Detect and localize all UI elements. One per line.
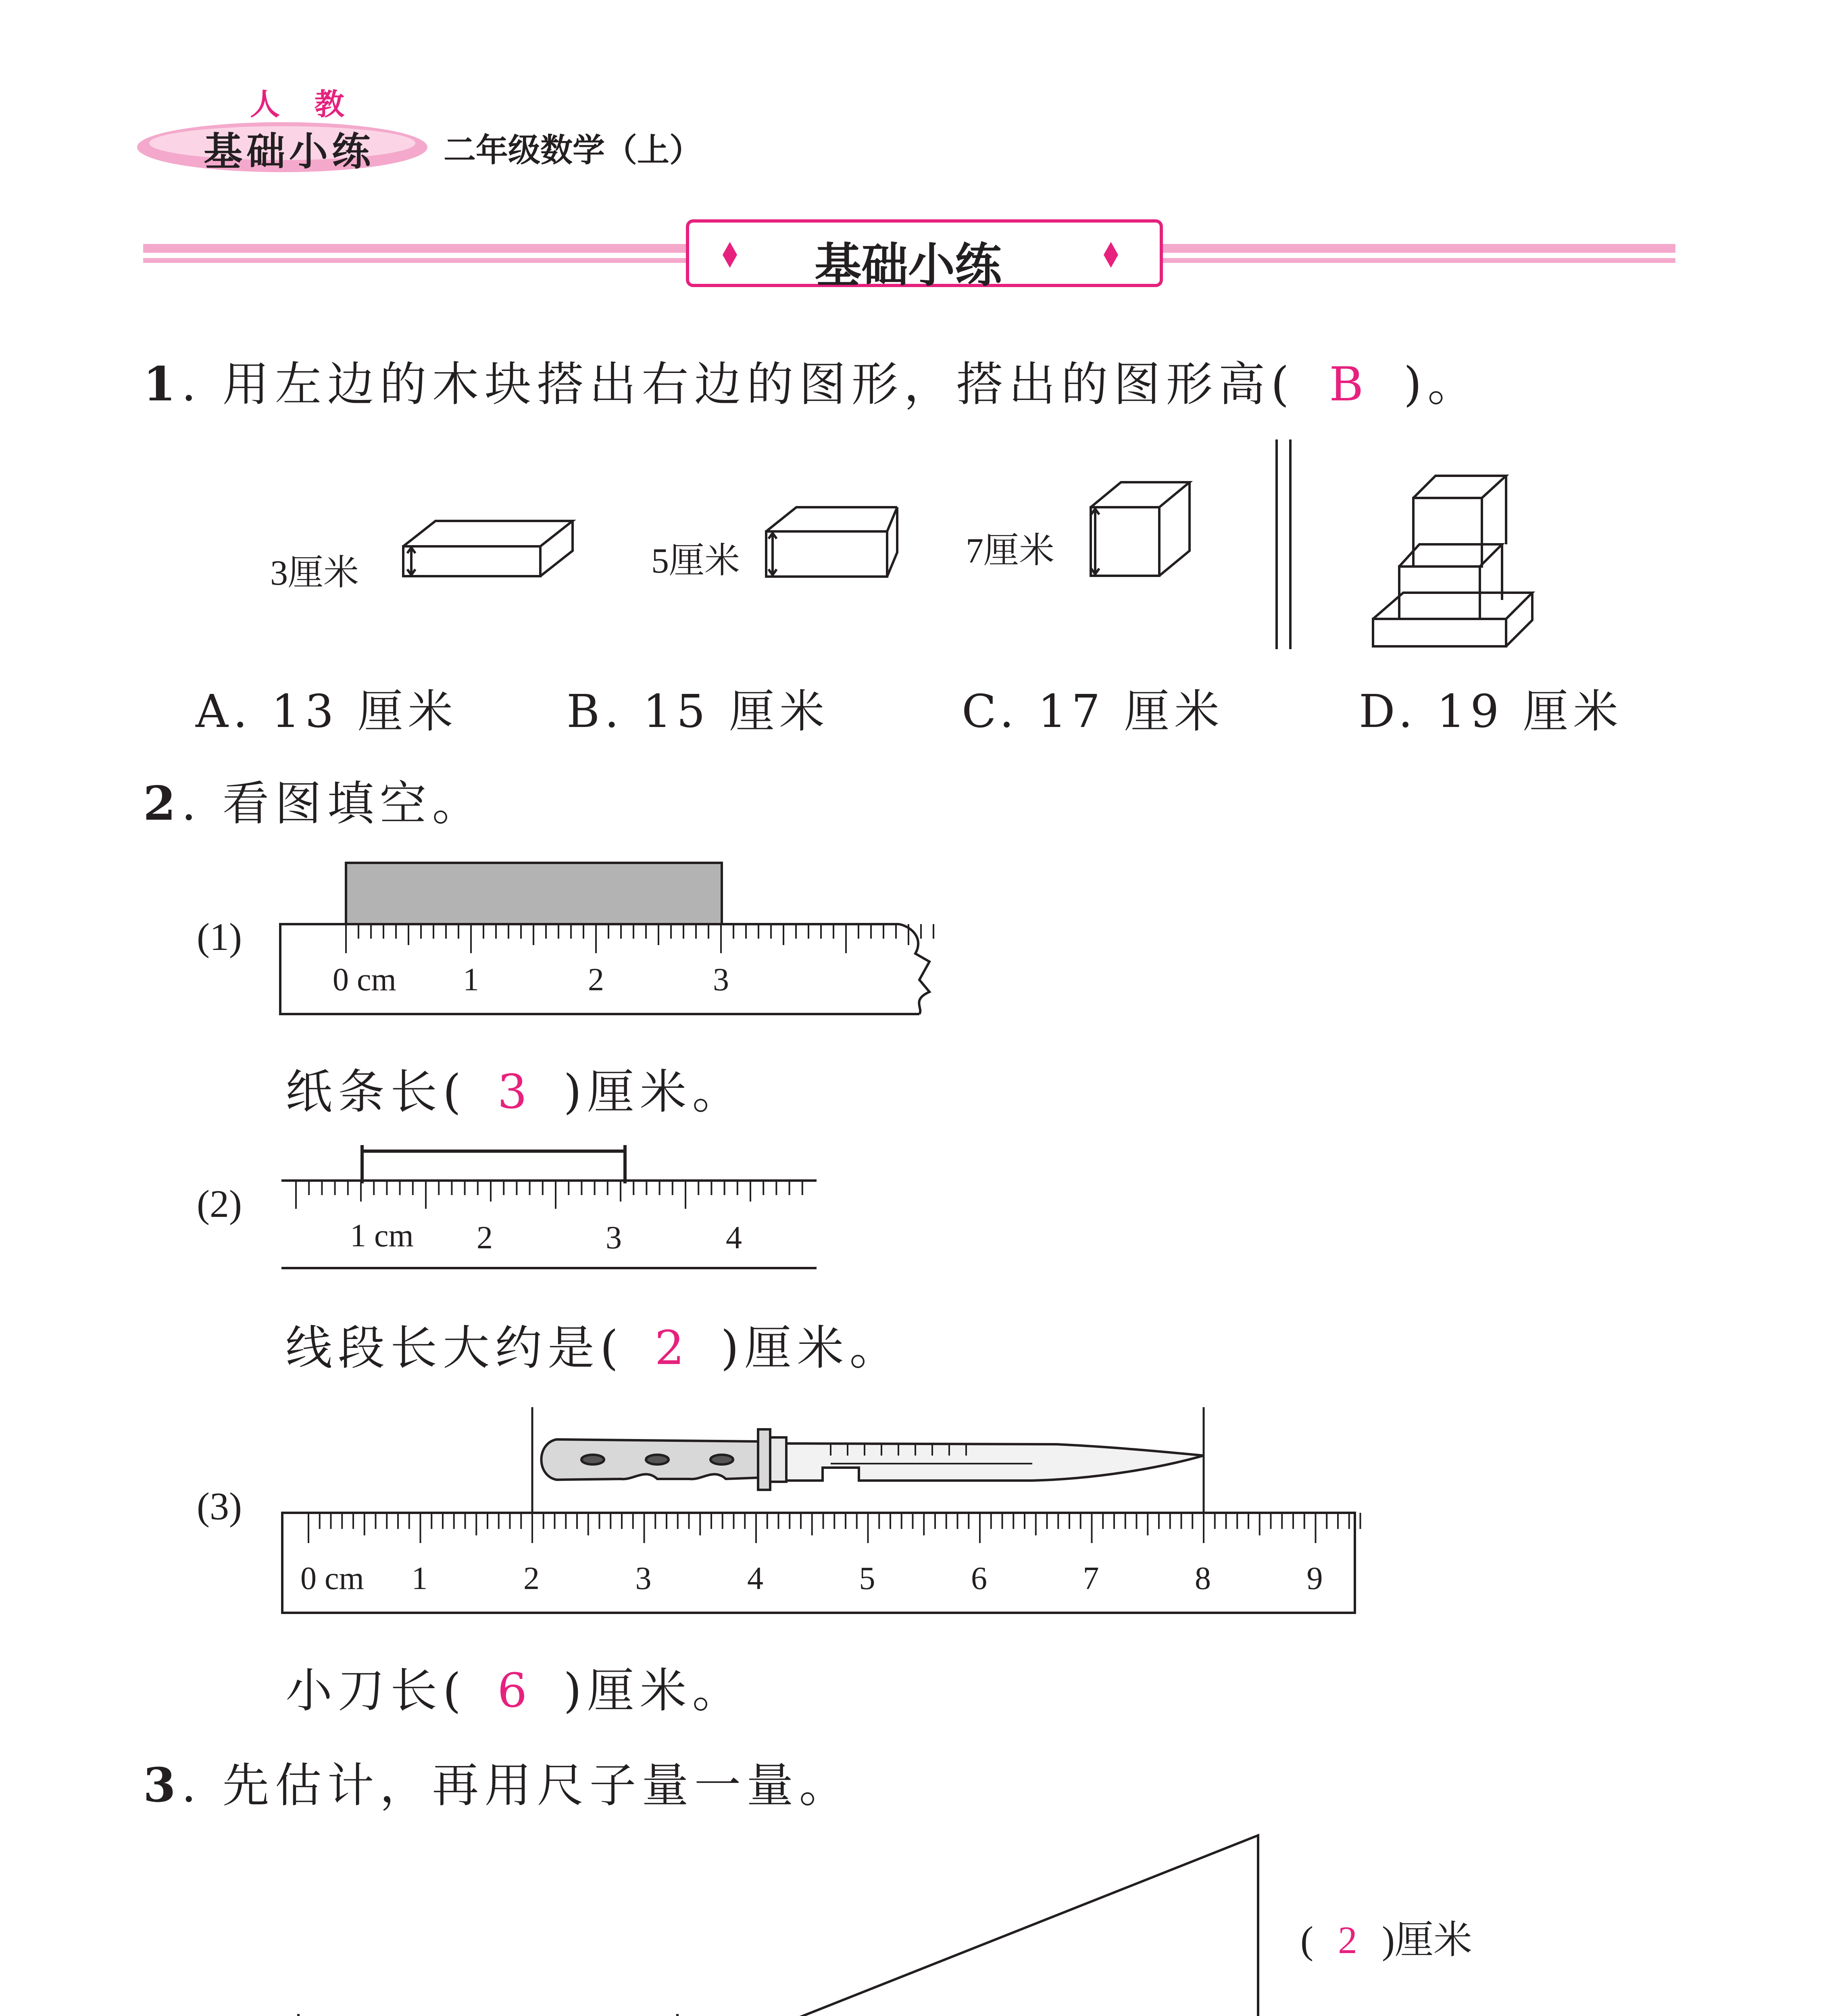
block-7cm-label: 7厘米 bbox=[966, 531, 1055, 571]
q1-number: 1 bbox=[143, 357, 181, 412]
q3-number: 3 bbox=[143, 1758, 181, 1813]
q3-prompt: . 先估计，再用尺子量一量。 bbox=[181, 1758, 852, 1813]
ruler1-label-0: 0 cm bbox=[333, 962, 396, 998]
q1-prompt-end: )。 bbox=[1403, 357, 1480, 412]
ruler1-label-2: 2 bbox=[588, 962, 604, 998]
ruler3-label: 1 bbox=[411, 1561, 428, 1596]
ruler3-label: 6 bbox=[971, 1561, 987, 1596]
ruler3-label: 3 bbox=[635, 1561, 652, 1596]
q1-option-b: B. 15 厘米 bbox=[567, 685, 829, 738]
q2-part2-after: )厘米。 bbox=[721, 1321, 902, 1375]
ruler3-label: 4 bbox=[747, 1561, 763, 1596]
ruler3-label: 9 bbox=[1306, 1561, 1323, 1596]
triangle-height-open: ( bbox=[1300, 1918, 1313, 1962]
q2-part3-before: 小刀长( bbox=[285, 1664, 467, 1718]
block-5cm-label: 5厘米 bbox=[651, 541, 740, 581]
block-3cm-label: 3厘米 bbox=[270, 554, 359, 593]
ruler1-label-1: 1 bbox=[463, 962, 479, 998]
q2-prompt: . 看图填空。 bbox=[181, 777, 485, 831]
q1-answer: B bbox=[1329, 357, 1369, 412]
q1-option-c: C. 17 厘米 bbox=[962, 685, 1225, 738]
ruler2-label-2: 3 bbox=[606, 1220, 622, 1256]
q2-part3-answer: 6 bbox=[497, 1664, 533, 1718]
book-title: 二年级数学（上） bbox=[444, 131, 702, 169]
ruler3-label: 2 bbox=[523, 1561, 540, 1596]
triangle-height-answer: 2 bbox=[1338, 1918, 1357, 1962]
ruler2-label-1: 2 bbox=[477, 1220, 493, 1256]
section-title: 基础小练 bbox=[815, 238, 1002, 293]
q2-part2-label: (2) bbox=[197, 1182, 242, 1225]
triangle-height-close: )厘米 bbox=[1381, 1918, 1472, 1962]
q1-prompt: . 用左边的木块搭出右边的图形，搭出的图形高( bbox=[181, 357, 1295, 412]
q2-part3-after: )厘米。 bbox=[563, 1664, 745, 1718]
ruler3-label: 7 bbox=[1083, 1561, 1099, 1596]
ruler3-label: 0 cm bbox=[300, 1561, 364, 1596]
q2-part2-answer: 2 bbox=[654, 1321, 690, 1375]
q1-option-d: D. 19 厘米 bbox=[1359, 685, 1623, 738]
series-name: 基础小练 bbox=[204, 129, 375, 174]
q2-part1-after: )厘米。 bbox=[563, 1065, 745, 1119]
q2-number: 2 bbox=[143, 776, 181, 831]
q1-option-a: A. 13 厘米 bbox=[196, 685, 458, 738]
ruler2-label-3: 4 bbox=[726, 1220, 742, 1256]
ruler3-label: 5 bbox=[859, 1561, 875, 1596]
ruler1-label-3: 3 bbox=[713, 962, 729, 998]
series-top-text: 人 教 bbox=[250, 87, 356, 122]
q2-part3-label: (3) bbox=[197, 1485, 242, 1528]
q2-part1-before: 纸条长( bbox=[285, 1065, 467, 1119]
q2-part1-answer: 3 bbox=[497, 1065, 533, 1119]
q2-part1-label: (1) bbox=[197, 915, 242, 958]
ruler3-label: 8 bbox=[1195, 1561, 1211, 1596]
q2-part2-before: 线段长大约是( bbox=[285, 1321, 624, 1375]
ruler2-label-0: 1 cm bbox=[350, 1218, 414, 1254]
